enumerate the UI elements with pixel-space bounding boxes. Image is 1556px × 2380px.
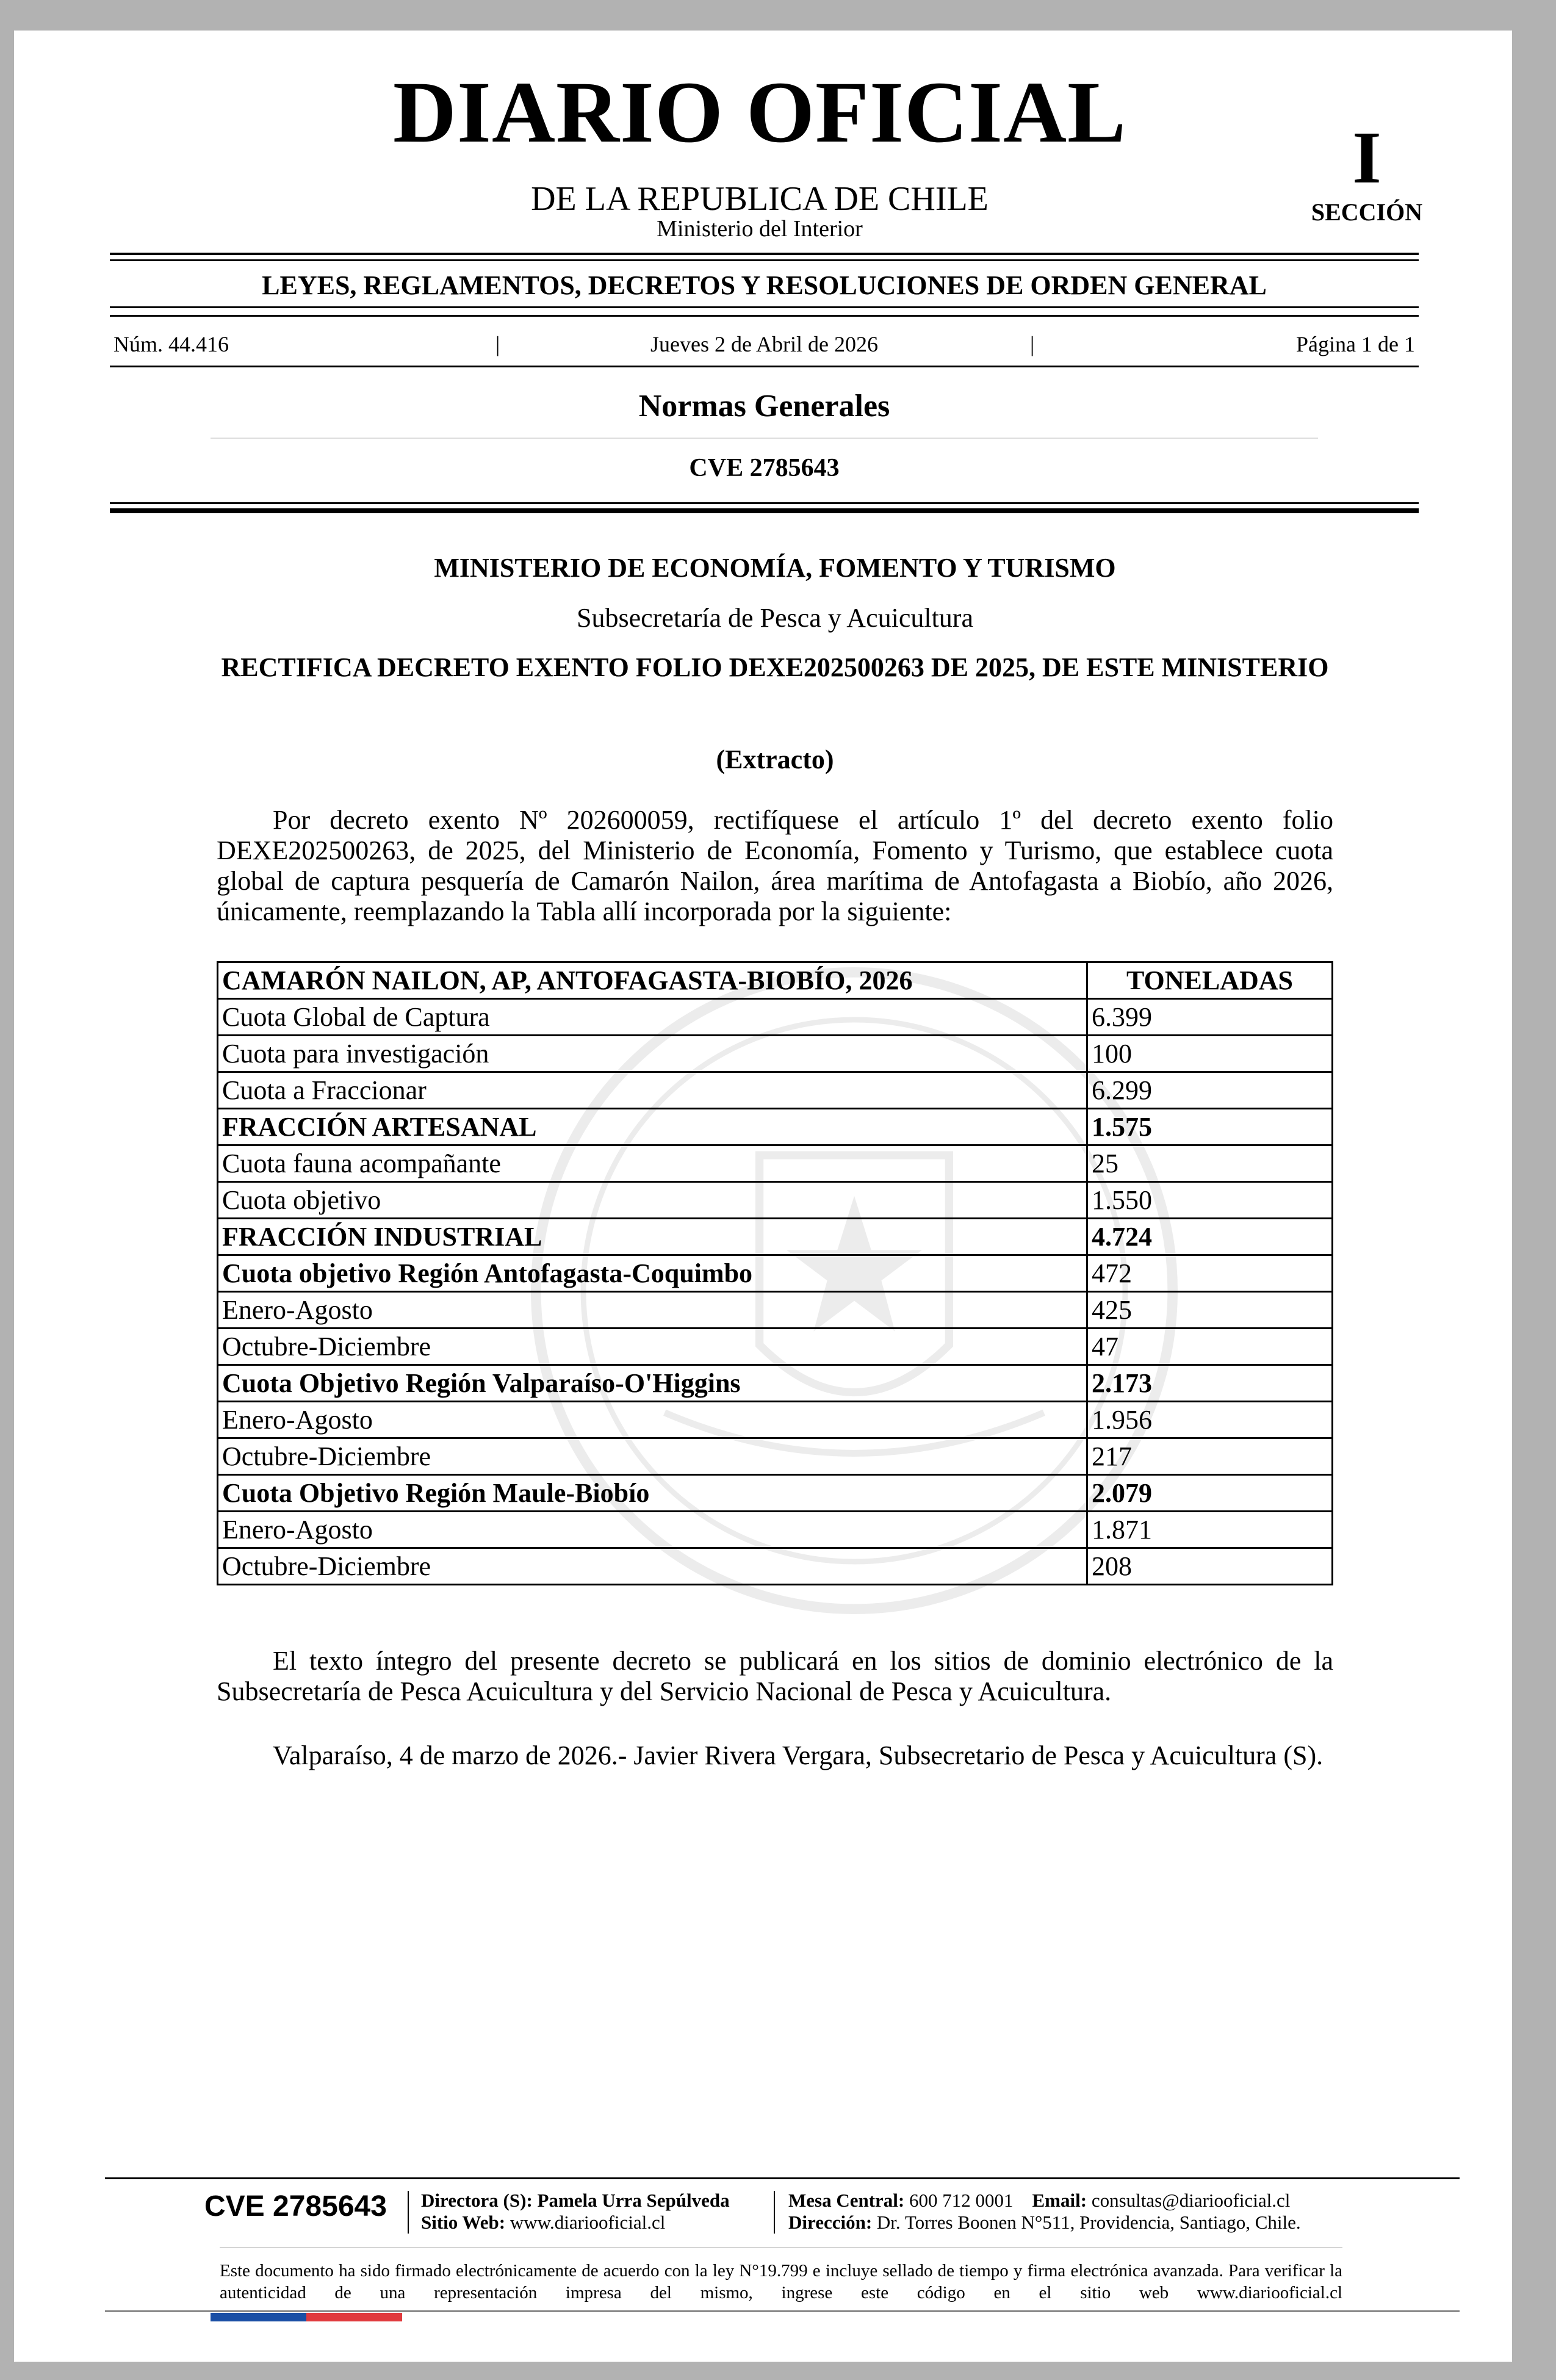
- signature-paragraph: Valparaíso, 4 de marzo de 2026.- Javier Rivera Vergara, Subsecretario de Pesca y Acuicultura (S).: [273, 1740, 1324, 1770]
- masthead-ministry: Ministerio del Interior: [657, 216, 863, 242]
- issue-date: Jueves 2 de Abril de 2026: [650, 332, 878, 356]
- row-label: FRACCIÓN ARTESANAL: [218, 1109, 1087, 1145]
- row-label: Octubre-Diciembre: [218, 1548, 1087, 1585]
- banner-rule-bottom-2: [110, 315, 1419, 317]
- section-label: SECCIÓN: [1311, 198, 1423, 226]
- web-label: Sitio Web:: [421, 2212, 506, 2233]
- email-link[interactable]: consultas@diariooficial.cl: [1091, 2190, 1291, 2211]
- phone: 600 712 0001: [909, 2190, 1014, 2211]
- table-row: [218, 1402, 1333, 1438]
- banner-rule-bottom: [110, 306, 1419, 308]
- web-link[interactable]: www.diariooficial.cl: [510, 2212, 666, 2233]
- row-value: 472: [1087, 1255, 1333, 1292]
- phone-label: Mesa Central:: [788, 2190, 905, 2211]
- row-label: Cuota fauna acompañante: [218, 1145, 1087, 1182]
- table-row: [218, 1182, 1333, 1219]
- footer-rule-bottom: [105, 2310, 1460, 2312]
- row-value: 1.575: [1087, 1109, 1333, 1145]
- issue-number: Núm. 44.416: [113, 332, 229, 356]
- row-value: 100: [1087, 1036, 1333, 1072]
- row-value: 425: [1087, 1292, 1333, 1329]
- table-header-tonnes: TONELADAS: [1087, 962, 1333, 999]
- flag-stripe-blue: [211, 2313, 306, 2321]
- section-title: Normas Generales: [638, 389, 890, 424]
- table-row: [218, 1072, 1333, 1109]
- row-value: 25: [1087, 1145, 1333, 1182]
- row-label: Octubre-Diciembre: [218, 1438, 1087, 1475]
- issue-page: Página 1 de 1: [1296, 332, 1415, 356]
- header-rule: [110, 502, 1419, 504]
- info-rule: [110, 366, 1419, 367]
- director-name: Pamela Urra Sepúlveda: [537, 2190, 730, 2211]
- footer-separator: [774, 2191, 775, 2234]
- email-label: Email:: [1032, 2190, 1087, 2211]
- row-label: Cuota Objetivo Región Valparaíso-O'Higgins: [218, 1365, 1087, 1402]
- table-row: [218, 1292, 1333, 1329]
- table-row: [218, 1365, 1333, 1402]
- quota-table: [217, 961, 1333, 1585]
- footer-separator: [408, 2191, 409, 2234]
- row-label: Cuota objetivo Región Antofagasta-Coquimbo: [218, 1255, 1087, 1292]
- masthead-subtitle: DE LA REPUBLICA DE CHILE: [531, 180, 989, 218]
- table-row: [218, 1255, 1333, 1292]
- table-row: [218, 999, 1333, 1036]
- ministry-heading: MINISTERIO DE ECONOMÍA, FOMENTO Y TURISMO: [434, 553, 1116, 583]
- row-value: 1.550: [1087, 1182, 1333, 1219]
- decree-title: RECTIFICA DECRETO EXENTO FOLIO DEXE202500263 DE 2025, DE ESTE MINISTERIO: [221, 652, 1329, 682]
- row-value: 1.871: [1087, 1512, 1333, 1548]
- row-label: FRACCIÓN INDUSTRIAL: [218, 1219, 1087, 1255]
- row-label: Cuota objetivo: [218, 1182, 1087, 1219]
- row-label: Enero-Agosto: [218, 1402, 1087, 1438]
- row-value: 1.956: [1087, 1402, 1333, 1438]
- row-label: Cuota Global de Captura: [218, 999, 1087, 1036]
- row-label: Cuota a Fraccionar: [218, 1072, 1087, 1109]
- row-value: 6.399: [1087, 999, 1333, 1036]
- row-label: Cuota para investigación: [218, 1036, 1087, 1072]
- row-value: 6.299: [1087, 1072, 1333, 1109]
- banner-rule-top: [110, 253, 1419, 255]
- extract-label: (Extracto): [716, 745, 834, 774]
- table-row: [218, 1219, 1333, 1255]
- director-label: Directora (S):: [421, 2190, 533, 2211]
- cve-code: CVE 2785643: [689, 454, 840, 482]
- row-label: Enero-Agosto: [218, 1292, 1087, 1329]
- footer-director-block: [421, 2190, 730, 2234]
- table-row: [218, 1438, 1333, 1475]
- section-divider: [211, 438, 1318, 439]
- table-header-species: CAMARÓN NAILON, AP, ANTOFAGASTA-BIOBÍO, 2026: [218, 962, 1087, 999]
- row-label: Cuota Objetivo Región Maule-Biobío: [218, 1475, 1087, 1512]
- footer-contact-block: [788, 2190, 1301, 2234]
- table-row: [218, 1512, 1333, 1548]
- table-row: [218, 1329, 1333, 1365]
- section-banner: LEYES, REGLAMENTOS, DECRETOS Y RESOLUCIONES DE ORDEN GENERAL: [262, 270, 1267, 300]
- footer-rule-top: [105, 2177, 1460, 2179]
- row-label: Enero-Agosto: [218, 1512, 1087, 1548]
- table-row: [218, 1109, 1333, 1145]
- row-value: 217: [1087, 1438, 1333, 1475]
- table-header-row: [218, 962, 1333, 999]
- row-value: 208: [1087, 1548, 1333, 1585]
- table-row: [218, 1036, 1333, 1072]
- header-rule-thick: [110, 508, 1419, 513]
- table-row: [218, 1145, 1333, 1182]
- flag-stripe-red: [306, 2313, 402, 2321]
- issue-separator-2: |: [1030, 332, 1035, 356]
- closing-paragraph: El texto íntegro del presente decreto se publicará en los sitios de dominio electrónico de la Subsecretaría de Pesca Acuicultura y del Servicio Nacional de Pesca y Acuicultura.: [217, 1646, 1333, 1706]
- intro-paragraph: Por decreto exento Nº 202600059, rectifíquese el artículo 1º del decreto exento folio DEXE202500263, de 2025, del Ministerio de Economía, Fomento y Turismo, que establece cuota global de captura pesquería de Camarón Nailon, área marítima de Antofagasta a Biobío, año 2026, únicamente, reemplazando la Tabla allí incorporada por la siguiente:: [217, 805, 1333, 926]
- issue-separator: |: [495, 332, 500, 356]
- masthead-title: DIARIO OFICIAL: [392, 64, 1127, 161]
- banner-rule-top-2: [110, 259, 1419, 261]
- section-number: I: [1352, 117, 1381, 199]
- address-label: Dirección:: [788, 2212, 873, 2233]
- row-label: Octubre-Diciembre: [218, 1329, 1087, 1365]
- subsecretaria: Subsecretaría de Pesca y Acuicultura: [577, 603, 973, 633]
- footer-cve: CVE 2785643: [204, 2190, 387, 2223]
- table-row: [218, 1548, 1333, 1585]
- footer-legal-note: Este documento ha sido firmado electrónicamente de acuerdo con la ley N°19.799 e incluye sellado de tiempo y firma electrónica avanzada. Para verificar la autenticidad de una representación impresa del mismo, ingrese este código en el sitio web www.diariooficial.cl: [220, 2261, 1342, 2302]
- row-value: 2.173: [1087, 1365, 1333, 1402]
- address: Dr. Torres Boonen N°511, Providencia, Santiago, Chile.: [876, 2212, 1301, 2233]
- row-value: 4.724: [1087, 1219, 1333, 1255]
- row-value: 47: [1087, 1329, 1333, 1365]
- table-row: [218, 1475, 1333, 1512]
- row-value: 2.079: [1087, 1475, 1333, 1512]
